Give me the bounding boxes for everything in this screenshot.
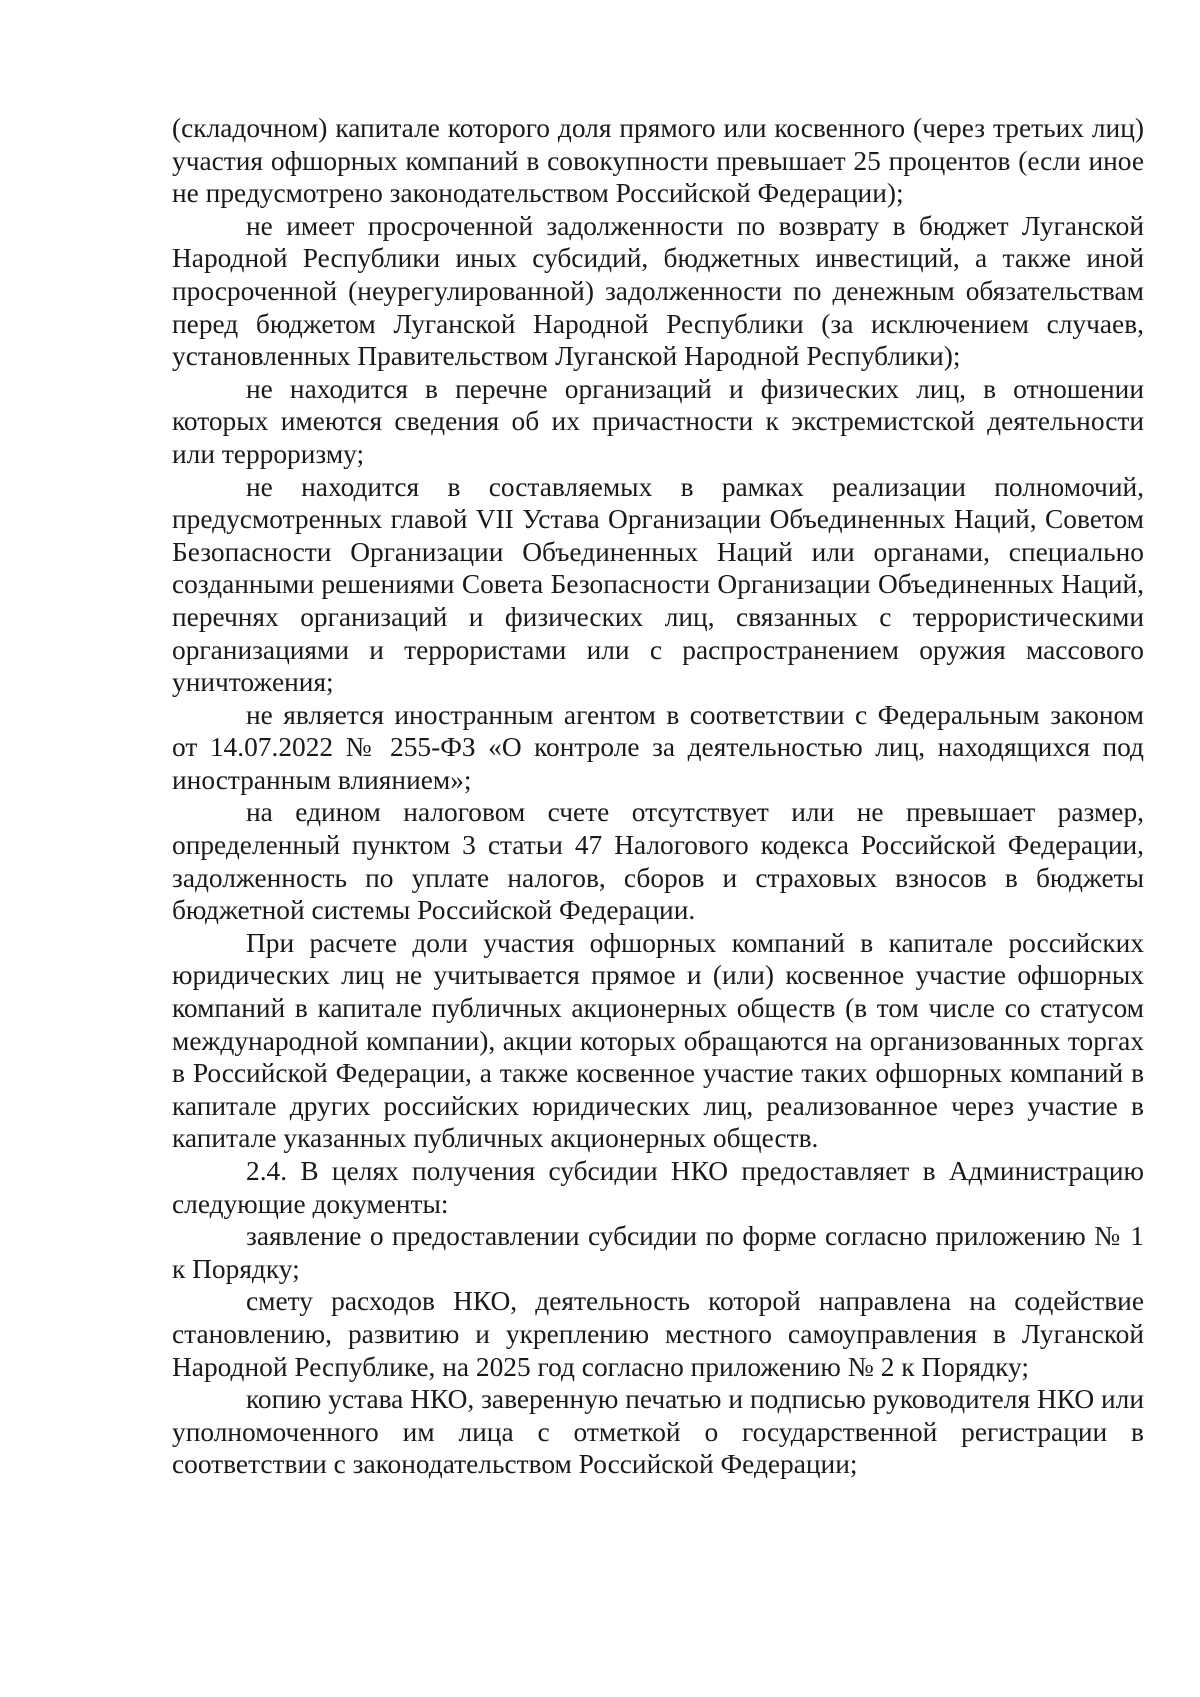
paragraph-continuation: (складочном) капитале которого доля прямого или косвенного (через третьих лиц) участия офшорных компаний в совокупности превышает 25 процентов (если иное не предусмотрено законодательством Российской Федерации); xyxy=(172,113,1144,209)
paragraph-application: заявление о предоставлении субсидии по форме согласно приложению № 1 к Порядку; xyxy=(172,1221,1144,1284)
paragraph-expense-estimate: смету расходов НКО, деятельность которой направлена на содействие становлению, развитию и укреплению местного самоуправления в Луганской Народной Республике, на 2025 год согласно приложению № 2 к Порядку; xyxy=(172,1286,1144,1382)
paragraph-un-lists: не находится в составляемых в рамках реализации полномочий, предусмотренных главой VII Устава Организации Объединенных Наций, Советом Безопасности Организации Объединенных Наций или органами, специально созданными решениями Совета Безопасности Организации Объединенных Наций, перечнях организаций и физических лиц, связанных с террористическими организациями и террористами или с распространением оружия массового уничтожения; xyxy=(172,471,1144,698)
paragraph-foreign-agent: не является иностранным агентом в соответствии с Федеральным законом от 14.07.2022 № 255-ФЗ «О контроле за деятельностью лиц, находящихся под иностранным влиянием»; xyxy=(172,699,1144,795)
paragraph-offshore-calculation: При расчете доли участия офшорных компаний в капитале российских юридических лиц не учитывается прямое и (или) косвенное участие офшорных компаний в капитале публичных акционерных обществ (в том числе со статусом международной компании), акции которых обращаются на организованных торгах в Российской Федерации, а также косвенное участие таких офшорных компаний в капитале других российских юридических лиц, реализованное через участие в капитале указанных публичных акционерных обществ. xyxy=(172,927,1144,1154)
paragraph-charter-copy: копию устава НКО, заверенную печатью и подписью руководителя НКО или уполномоченного им лица с отметкой о государственной регистрации в соответствии с законодательством Российской Федерации; xyxy=(172,1384,1144,1480)
document-page xyxy=(172,112,1144,1481)
paragraph-section-2-4: 2.4. В целях получения субсидии НКО предоставляет в Администрацию следующие документы: xyxy=(172,1156,1144,1219)
paragraph-extremism-list: не находится в перечне организаций и физических лиц, в отношении которых имеются сведения об их причастности к экстремистской деятельности или терроризму; xyxy=(172,373,1144,469)
paragraph-tax-account: на едином налоговом счете отсутствует или не превышает размер, определенный пунктом 3 статьи 47 Налогового кодекса Российской Федерации, задолженность по уплате налогов, сборов и страховых взносов в бюджеты бюджетной системы Российской Федерации. xyxy=(172,797,1144,926)
paragraph-no-overdue-debt: не имеет просроченной задолженности по возврату в бюджет Луганской Народной Республики иных субсидий, бюджетных инвестиций, а также иной просроченной (неурегулированной) задолженности по денежным обязательствам перед бюджетом Луганской Народной Республики (за исключением случаев, установленных Правительством Луганской Народной Республики); xyxy=(172,210,1144,372)
